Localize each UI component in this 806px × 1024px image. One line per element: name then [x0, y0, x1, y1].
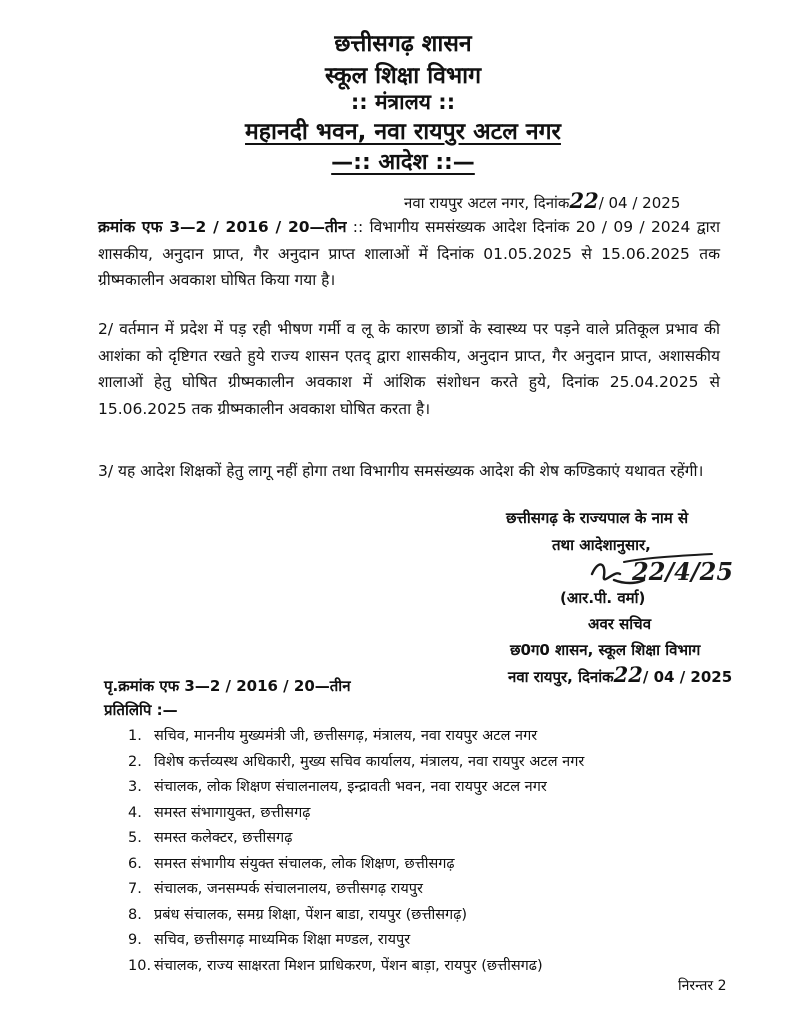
order-number: क्रमांक एफ 3—2 / 2016 / 20—तीन [98, 218, 347, 236]
continued-marker: निरन्तर 2 [678, 978, 727, 994]
list-item [128, 903, 584, 929]
list-item [128, 826, 584, 852]
copy-to-label: प्रतिलिपि :— [104, 701, 178, 719]
recipient-text: सचिव, छत्तीसगढ़ माध्यमिक शिक्षा मण्डल, रायपुर [154, 932, 411, 948]
signature-line-order: तथा आदेशानुसार, [552, 536, 651, 554]
department-heading: स्कूल शिक्षा विभाग [324, 63, 482, 89]
list-item [128, 750, 584, 776]
list-item [128, 775, 584, 801]
paragraph-1-text: :: विभागीय समसंख्यक आदेश दिनांक 20 / 09 / 2024 द्वारा शासकीय, अनुदान प्राप्त, गैर अनुदान प्राप्त शालाओं में दिनांक 01.05.2025 से 15.06.2025 तक ग्रीष्मकालीन अवकाश घोषित किया गया है। [98, 218, 720, 289]
order-title [0, 146, 806, 176]
address-text: महानदी भवन, नवा रायपुर अटल नगर [245, 119, 561, 145]
recipient-text: संचालक, लोक शिक्षण संचालनालय, इन्द्रावती भवन, नवा रायपुर अटल नगर [154, 779, 547, 795]
order-paragraph-1 [98, 214, 720, 294]
signatory-designation: अवर सचिव [588, 615, 652, 633]
list-item [128, 852, 584, 878]
order-paragraph-3: 3/ यह आदेश शिक्षकों हेतु लागू नहीं होगा तथा विभागीय समसंख्यक आदेश की शेष कण्डिकाएं यथावत रहेंगी। [98, 462, 704, 480]
dateline-rest: / 04 / 2025 [598, 194, 681, 212]
signatory-date-rest: / 04 / 2025 [642, 668, 733, 686]
list-item [128, 928, 584, 954]
recipient-text: समस्त संभागीय संयुक्त संचालक, लोक शिक्षण, छत्तीसगढ़ [154, 855, 455, 872]
recipient-number: 2. [128, 753, 142, 770]
recipient-number: 10. [128, 957, 152, 974]
list-item [128, 801, 584, 827]
signatory-date-prefix: नवा रायपुर, दिनांक [508, 668, 614, 686]
signatory-dateline [508, 662, 732, 687]
recipient-number: 1. [128, 728, 142, 744]
recipient-text: समस्त संभागायुक्त, छत्तीसगढ़ [154, 804, 311, 821]
endorsement-number: पृ.क्रमांक एफ 3—2 / 2016 / 20—तीन [104, 677, 351, 695]
order-dateline [404, 188, 680, 213]
list-item [128, 954, 584, 980]
signature-line-governor: छत्तीसगढ़ के राज्यपाल के नाम से [506, 509, 689, 527]
recipient-number: 5. [128, 830, 142, 846]
list-item [128, 877, 584, 903]
recipient-number: 3. [128, 779, 142, 795]
signature-date: 22/4/25 [632, 557, 734, 586]
recipient-number: 6. [128, 855, 142, 872]
recipient-text: संचालक, जनसम्पर्क संचालनालय, छत्तीसगढ़ रायपुर [154, 881, 423, 897]
recipient-text: विशेष कर्त्तव्यस्थ अधिकारी, मुख्य सचिव कार्यालय, मंत्रालय, नवा रायपुर अटल नगर [154, 753, 585, 770]
dateline-prefix: नवा रायपुर अटल नगर, दिनांक [404, 194, 570, 212]
recipient-list [128, 724, 584, 979]
signatory-name: (आर.पी. वर्मा) [560, 589, 646, 607]
recipient-text: संचालक, राज्य साक्षरता मिशन प्राधिकरण, पेंशन बाड़ा, रायपुर (छत्तीसगढ) [154, 957, 543, 974]
recipient-number: 9. [128, 932, 142, 948]
order-paragraph-2: 2/ वर्तमान में प्रदेश में पड़ रही भीषण गर्मी व लू के कारण छात्रों के स्वास्थ्य पर पड़ने वाले प्रतिकूल प्रभाव की आशंका को दृष्टिगत रखते हुये राज्य शासन एतद् द्वारा शासकीय, अनुदान प्राप्त, गैर अनुदान प्राप्त, अशासकीय शालाओं हेतु घोषित ग्रीष्मकालीन अवकाश में आंशिक संशोधन करते हुये, दिनांक 25.04.2025 से 15.06.2025 तक ग्रीष्मकालीन अवकाश घोषित करता है। [98, 320, 720, 418]
list-item [128, 724, 584, 750]
dateline-day-handwritten: 22 [569, 188, 599, 213]
recipient-text: प्रबंध संचालक, समग्र शिक्षा, पेंशन बाडा, रायपुर (छत्तीसगढ़) [154, 906, 468, 923]
recipient-number: 7. [128, 881, 142, 897]
recipient-number: 8. [128, 906, 142, 923]
government-heading: छत्तीसगढ़ शासन [334, 31, 472, 57]
signatory-office: छ0ग0 शासन, स्कूल शिक्षा विभाग [510, 641, 701, 659]
recipient-number: 4. [128, 804, 142, 821]
order-title-text: —:: आदेश ::— [331, 150, 475, 175]
recipient-text: सचिव, माननीय मुख्यमंत्री जी, छत्तीसगढ़, मंत्रालय, नवा रायपुर अटल नगर [154, 728, 538, 744]
recipient-text: समस्त कलेक्टर, छत्तीसगढ़ [154, 830, 293, 846]
address-heading [0, 114, 806, 146]
signatory-date-day: 22 [613, 662, 643, 687]
ministry-heading: :: मंत्रालय :: [350, 90, 456, 114]
